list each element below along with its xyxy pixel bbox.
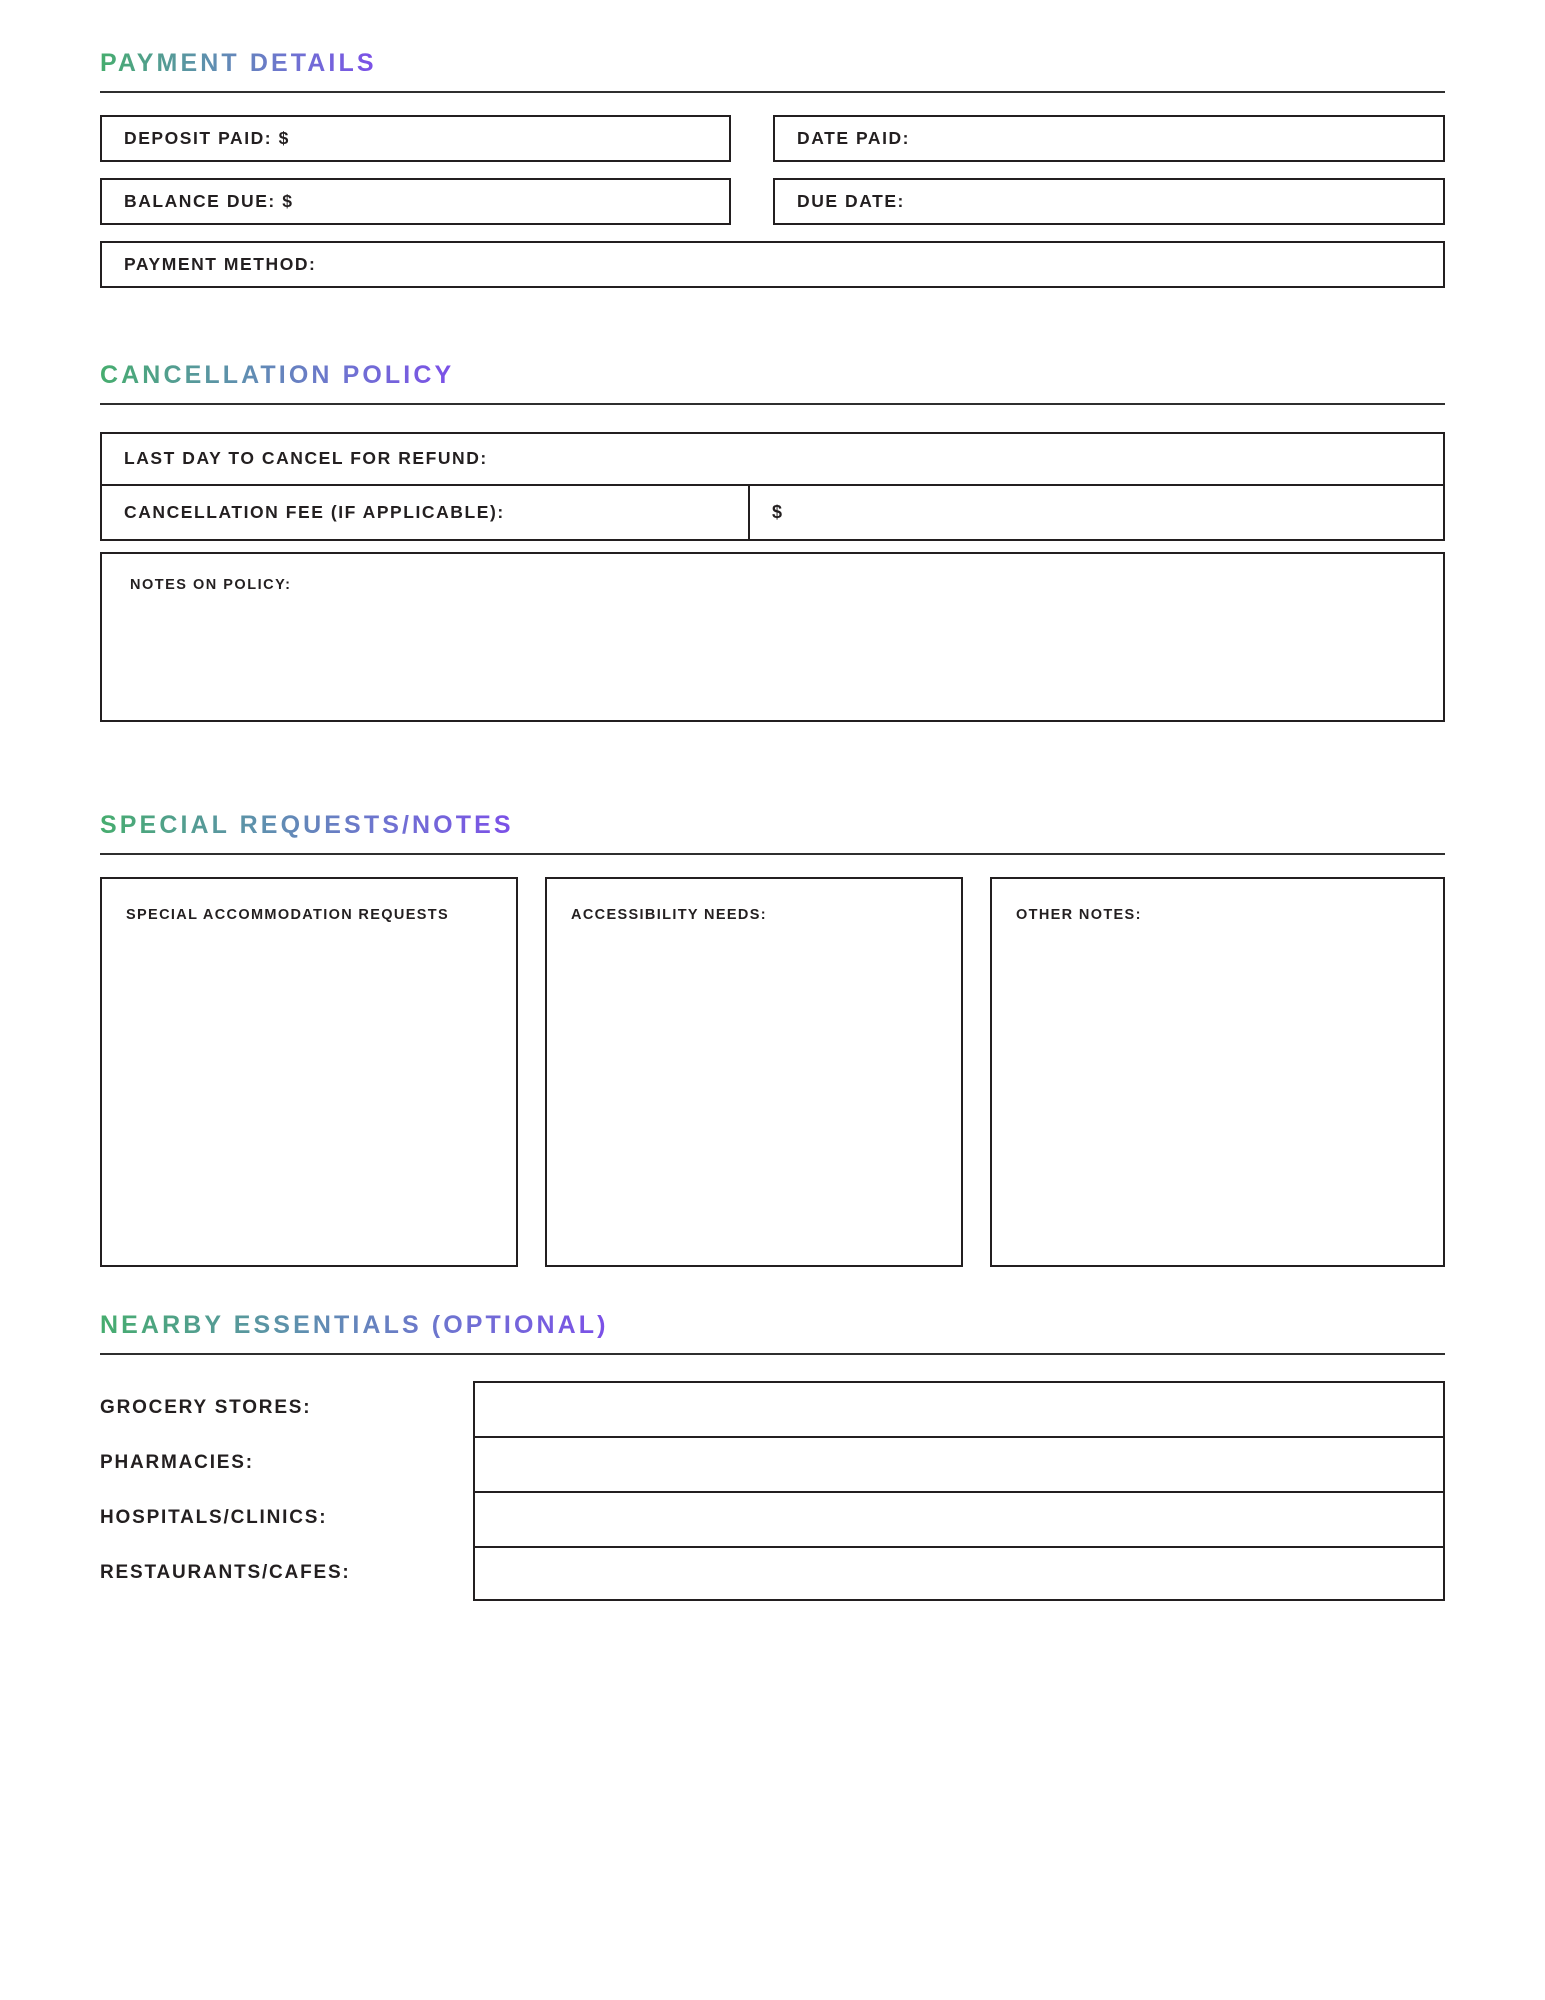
section-special-requests: [100, 812, 1445, 1267]
field-input-cancellation-fee[interactable]: [750, 486, 1443, 539]
field-balance-due[interactable]: [100, 178, 731, 225]
section-divider-payment-details: [100, 91, 1445, 93]
table-row: [100, 1491, 1445, 1546]
section-heading-special-requests: SPECIAL REQUESTS/NOTES: [100, 811, 514, 839]
field-label-balance-due: BALANCE DUE: $: [124, 190, 294, 211]
row-label-cell-hospitals-clinics: [100, 1491, 473, 1546]
row-label-restaurants-cafes: RESTAURANTS/CAFES:: [100, 1562, 351, 1583]
currency-symbol: $: [772, 501, 783, 522]
special-requests-grid: [100, 877, 1445, 1267]
field-accessibility-needs[interactable]: [545, 877, 963, 1267]
nearby-essentials-table: [100, 1381, 1445, 1601]
row-input-hospitals-clinics[interactable]: [473, 1491, 1445, 1546]
field-label-notes-on-policy: NOTES ON POLICY:: [130, 576, 292, 593]
row-label-hospitals-clinics: HOSPITALS/CLINICS:: [100, 1507, 328, 1528]
field-date-paid[interactable]: [773, 115, 1445, 162]
section-divider-cancellation-policy: [100, 403, 1445, 405]
table-row: [100, 1546, 1445, 1601]
section-divider-nearby-essentials: [100, 1353, 1445, 1355]
section-nearby-essentials: [100, 1312, 1445, 1601]
row-input-restaurants-cafes[interactable]: [473, 1546, 1445, 1601]
field-payment-method[interactable]: [100, 241, 1445, 288]
row-input-grocery-stores[interactable]: [473, 1381, 1445, 1436]
section-cancellation-policy: [100, 362, 1445, 722]
field-label-deposit-paid: DEPOSIT PAID: $: [124, 127, 290, 148]
section-heading-cancellation-policy: CANCELLATION POLICY: [100, 361, 455, 389]
field-label-special-accommodation-requests: SPECIAL ACCOMMODATION REQUESTS: [126, 906, 449, 923]
field-last-day-to-cancel[interactable]: [100, 432, 1445, 486]
field-notes-on-policy[interactable]: [100, 552, 1445, 722]
field-label-accessibility-needs: ACCESSIBILITY NEEDS:: [571, 906, 767, 923]
payment-fields-grid: [100, 115, 1445, 225]
section-heading-payment-details: PAYMENT DETAILS: [100, 49, 377, 77]
table-row: [100, 1381, 1445, 1436]
table-row: [100, 1436, 1445, 1491]
field-label-other-notes: OTHER NOTES:: [1016, 906, 1142, 923]
field-special-accommodation-requests[interactable]: [100, 877, 518, 1267]
row-label-cell-grocery-stores: [100, 1381, 473, 1436]
field-cancellation-fee-row: [100, 486, 1445, 541]
field-label-last-day-to-cancel: LAST DAY TO CANCEL FOR REFUND:: [124, 448, 488, 468]
row-label-cell-restaurants-cafes: [100, 1546, 473, 1601]
field-label-date-paid: DATE PAID:: [797, 127, 911, 148]
field-label-cell-cancellation-fee: [102, 486, 750, 539]
field-deposit-paid[interactable]: [100, 115, 731, 162]
row-label-grocery-stores: GROCERY STORES:: [100, 1397, 312, 1418]
section-heading-nearby-essentials: NEARBY ESSENTIALS (OPTIONAL): [100, 1311, 609, 1339]
section-divider-special-requests: [100, 853, 1445, 855]
field-label-cancellation-fee: CANCELLATION FEE (IF APPLICABLE):: [124, 501, 505, 522]
field-label-due-date: DUE DATE:: [797, 190, 905, 211]
row-label-pharmacies: PHARMACIES:: [100, 1452, 254, 1473]
row-label-cell-pharmacies: [100, 1436, 473, 1491]
field-other-notes[interactable]: [990, 877, 1445, 1267]
section-payment-details: [100, 50, 1445, 288]
row-input-pharmacies[interactable]: [473, 1436, 1445, 1491]
payment-method-row: [100, 241, 1445, 288]
field-label-payment-method: PAYMENT METHOD:: [124, 253, 317, 274]
field-due-date[interactable]: [773, 178, 1445, 225]
cancellation-fields: [100, 432, 1445, 722]
